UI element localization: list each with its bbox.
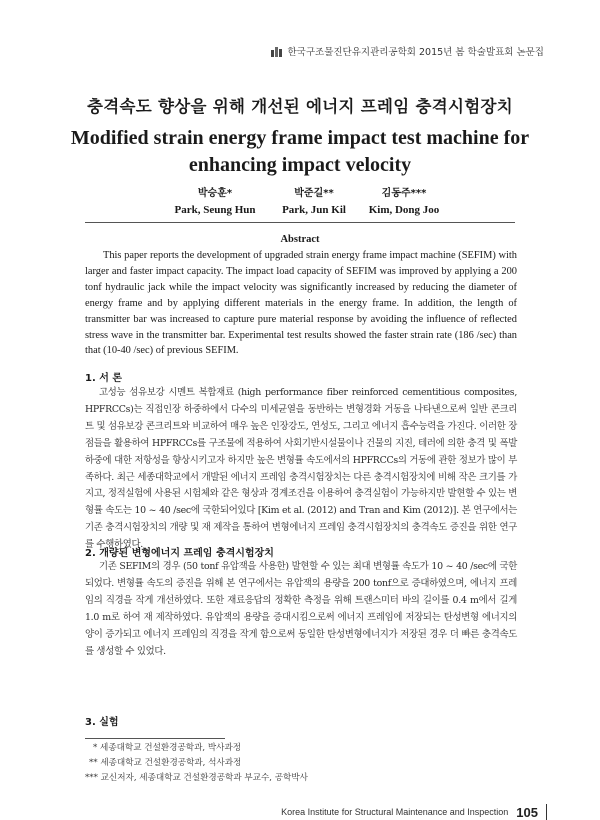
author-name-korean: 박준길** [294,188,334,199]
title-divider [85,222,515,223]
paper-title-english-line2: enhancing impact velocity [188,154,412,176]
author-name-korean: 박승훈* [197,188,233,199]
author-name-english: Park, Seung Hun [174,204,256,216]
author-name-english: Park, Jun Kil [282,204,346,216]
abstract-text: This paper reports the development of upgraded strain energy frame impact machine (SEFIM) with larger and faster impact capacity. The impact load capacity of SEFIM was improved by applying a 200 tonf hydraulic jack while the impact velocity was significantly increased by reducing the diameter of energy frame and by applying different materials in the energy frame. In addition, the length of transmitter bar was increased to capture pure material response by avoiding the influence of reflected stress wave in the transmitter bar. Experimental test results showed the faster strain rate (186 /sec) than that (10-40 /sec) of previous SEFIM. [85,250,517,357]
section-1-heading: 1. 서 론 [85,373,123,384]
running-title: 한국구조물진단유지관리공학회 2015년 봄 학술발표회 논문집 [287,47,544,58]
running-header [271,44,544,58]
section-2-heading: 2. 개량된 변형에너지 프레임 충격시험장치 [85,548,274,559]
section-3-heading: 3. 실험 [85,717,119,728]
author-1 [160,186,270,218]
author-name-english: Kim, Dong Joo [368,204,440,216]
footnote-divider [85,738,225,739]
footnote: ** 세종대학교 건설환경공학과, 석사과정 [89,757,242,768]
page-footer [281,804,547,820]
paper-title-english-line1: Modified strain energy frame impact test machine for [70,127,530,149]
footer-divider [546,804,547,820]
page-number: 105 [516,804,538,820]
footnotes [85,741,385,785]
footer-institute: Korea Institute for Structural Maintenance and Inspection [281,807,509,817]
footnote: * 세종대학교 건설환경공학과, 박사과정 [93,743,242,753]
footnote: *** 교신저자, 세종대학교 건설환경공학과 부교수, 공학박사 [85,772,308,783]
building-logo-icon [271,46,283,57]
paper-title-korean: 충격속도 향상을 위해 개선된 에너지 프레임 충격시험장치 [86,97,513,116]
paper-title-english [60,125,540,179]
abstract-heading: Abstract [280,234,320,245]
author-name-korean: 김동주*** [381,188,427,199]
section-2-body: 기존 SEFIM의 경우 (50 tonf 유압잭을 사용한) 발현할 수 있는 최대 변형률 속도가 10 ~ 40 /sec에 국한되었다. 변형률 속도의 증진을 위해 본 연구에서는 유압잭의 용량을 200 tonf으로 증대하였으며, 에너지 프레임의 직경을 작게 개선하였다. 또한 재료응답의 정확한 측정을 위해 트랜스미터 바의 길이를 0.4 m에서 길게 1.0 m로 하여 재 제작하였다. 유압잭의 용량을 증대시킴으로써 에너지 프레임에 저장되는 탄성변형 에너지의 양이 증가되고 에너지 프레임의 직경을 작게 함으로써 동일한 탄성변형에너지가 저장된 경우 더 빠른 충격속도를 생성할 수 있었다. [85,561,517,657]
author-3 [349,186,459,218]
section-1-body: 고성능 섬유보강 시멘트 복합재료 (high performance fiber reinforced cementitious composites, HPFRCCs)는 직접인장 하중하에서 다수의 미세균열을 동반하는 변형경화 거동을 나타낸으로써 일반 콘크리트 및 섬유보강 콘크리트와 비교하여 매우 높은 인장강도, 연성도, 그리고 에너지 흡수능력을 가진다. 이러한 장점들을 활용하여 HPFRCCs를 구조물에 적용하여 사회기반시설물이나 건물의 지진, 테러에 의한 충격 및 폭발 하중에 대한 저항성을 향상시키고자 하지만 높은 변형률 속도에서의 HPFRCCs의 거동에 관한 정보가 많이 부족하다. 최근 세종대학교에서 개발된 에너지 프레임 충격시험장치는 다른 충격시험장치에 비해 작은 크기를 가지고, 정적실험에 사용된 시험체와 같은 형상과 경계조건을 이용하여 충격실험이 가능하지만 발현할 수 있는 변형률 속도는 10 ~ 40 /sec에 국한되어있다 [Kim et al. (2012) and Tran and Kim (2012)]. 본 연구에서는 기존 충격시험장치의 개량 및 재 제작을 통하여 변형에너지 프레임 충격시험장치의 충격속도 증진을 위한 연구를 수행하였다. [85,387,517,551]
